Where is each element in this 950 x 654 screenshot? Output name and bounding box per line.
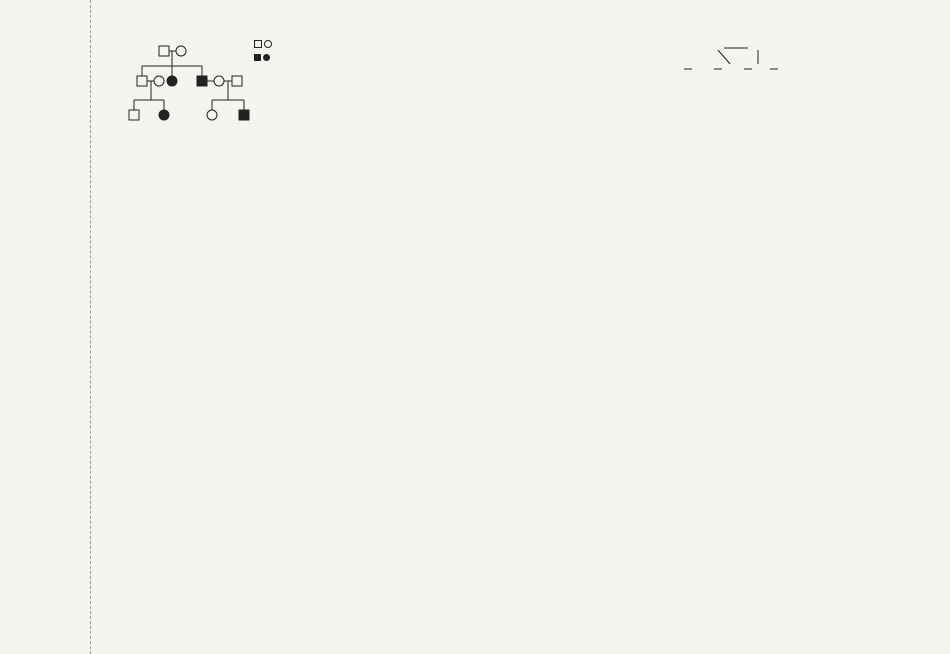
female-normal: [176, 46, 186, 56]
left-column: [114, 36, 486, 228]
q16-figure: [114, 36, 486, 136]
male-normal: [159, 46, 169, 56]
female-affected: [167, 76, 177, 86]
pedigree-chart: [114, 38, 264, 136]
legend-affected: [254, 53, 272, 66]
q17-charts: [114, 136, 486, 228]
binding-line: [90, 0, 91, 654]
legend-normal: [254, 40, 272, 53]
q18-diagram: [528, 36, 902, 86]
right-column: [528, 36, 902, 92]
infection-pathway-diagram: [528, 36, 902, 86]
pedigree-legend: [254, 40, 272, 66]
male-affected: [197, 76, 207, 86]
q17-bar-charts: [114, 136, 486, 228]
